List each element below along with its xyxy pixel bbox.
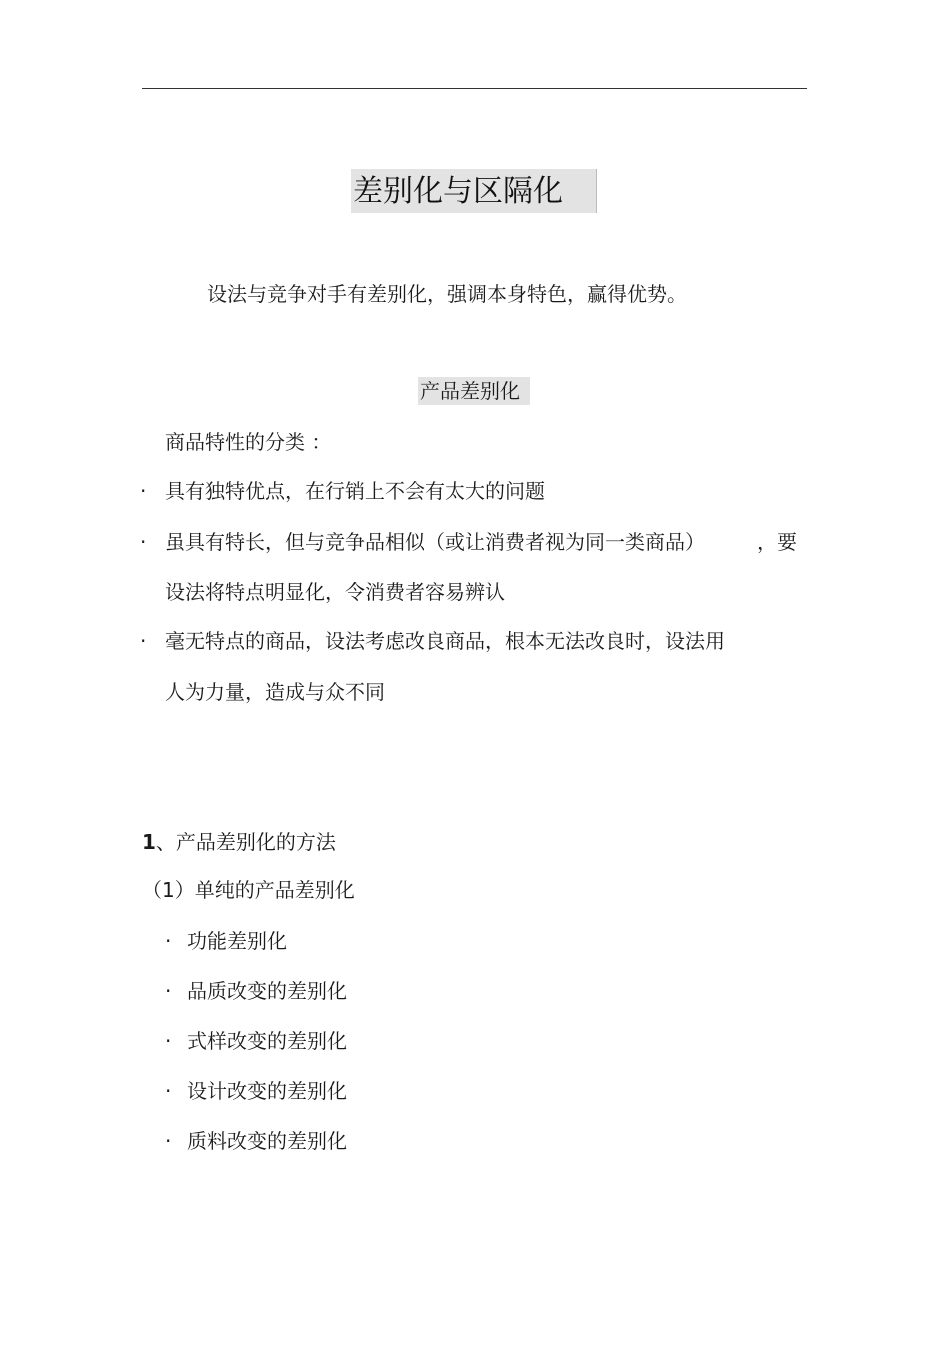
header-rule — [142, 88, 807, 89]
bullet: · — [165, 979, 172, 1003]
list-item: 毫无特点的商品，设法考虑改良商品，根本无法改良时，设法用 — [165, 629, 725, 653]
bullet: · — [140, 629, 147, 653]
bullet: · — [140, 530, 147, 554]
list-item-continuation: 设法将特点明显化，令消费者容易辨认 — [165, 580, 505, 604]
method-item: 式样改变的差别化 — [187, 1029, 347, 1053]
section-heading: 产品差别化 — [420, 379, 520, 403]
method-item: 功能差别化 — [187, 929, 287, 953]
methods-subheading: （1）单纯的产品差别化 — [142, 878, 355, 902]
methods-heading-text: 、产品差别化的方法 — [155, 830, 336, 854]
bullet: · — [165, 929, 172, 953]
intro-text: 设法与竞争对手有差别化，强调本身特色，赢得优势。 — [207, 282, 687, 306]
method-item: 品质改变的差别化 — [187, 979, 347, 1003]
classification-label: 商品特性的分类 ： — [165, 430, 332, 454]
bullet: · — [165, 1079, 172, 1103]
bullet: · — [165, 1029, 172, 1053]
methods-number: 1 — [142, 830, 156, 854]
page-title: 差别化与区隔化 — [353, 174, 563, 209]
list-item: 具有独特优点，在行销上不会有太大的问题 — [165, 479, 545, 503]
bullet: · — [165, 1129, 172, 1153]
bullet: · — [140, 479, 147, 503]
list-item-tail: ，要 — [757, 530, 797, 554]
list-item-continuation: 人为力量，造成与众不同 — [165, 680, 385, 704]
method-item: 设计改变的差别化 — [187, 1079, 347, 1103]
methods-heading — [142, 828, 336, 856]
method-item: 质料改变的差别化 — [187, 1129, 347, 1153]
list-item: 虽具有特长，但与竞争品相似（或让消费者视为同一类商品） — [165, 530, 705, 554]
